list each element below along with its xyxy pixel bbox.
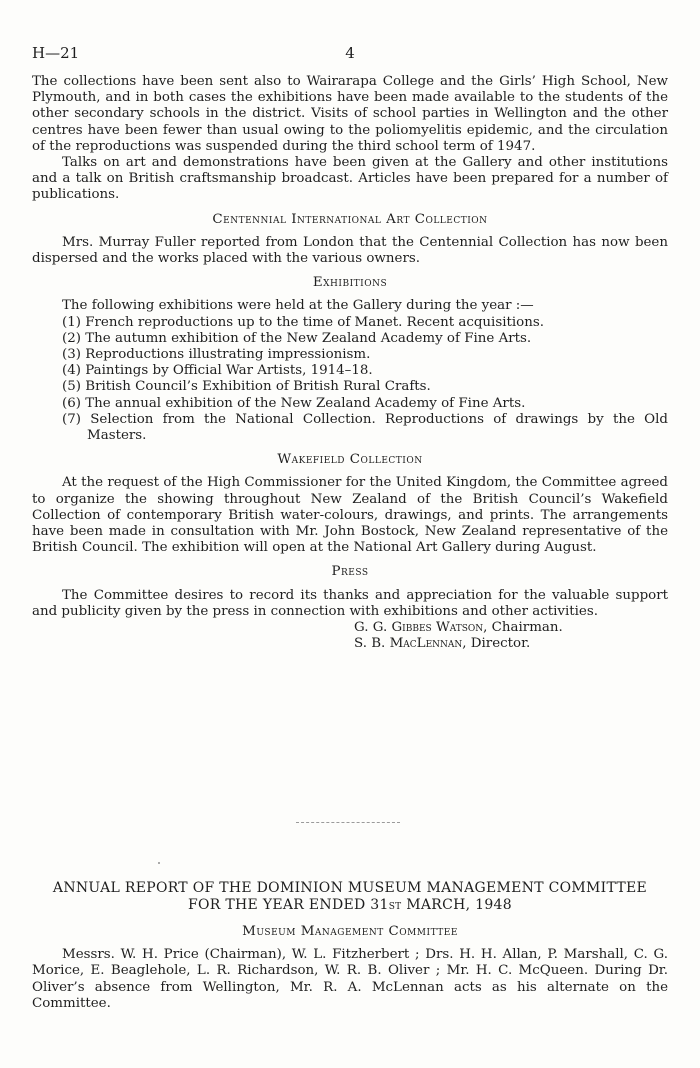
- list-item: (1) French reproductions up to the time of Manet. Recent acquisitions.: [62, 314, 544, 330]
- intro-paragraph: The collections have been sent also to Wairarapa College and the Girls’ High School, New Plymouth, and in both cases the exhibitions have been made available to the students of the other secondary schools in the district. Visits of school parties in Wellington and the other centres have been fewer than usual owing to the poliomyelitis epidemic, and the circulation of the reproductions was suspended during the third school term of 1947.: [32, 74, 668, 154]
- section-heading-museum-committee: Museum Management Committee: [242, 924, 458, 939]
- list-item: (6) The annual exhibition of the New Zealand Academy of Fine Arts.: [62, 395, 526, 411]
- print-speck: [158, 862, 160, 864]
- museum-report-section: [32, 880, 668, 1012]
- page-body: [32, 44, 668, 653]
- list-item: (3) Reproductions illustrating impressionism.: [62, 347, 371, 363]
- report-title: ANNUAL REPORT OF THE DOMINION MUSEUM MANAGEMENT COMMITTEE FOR THE YEAR ENDED 31ST MARCH, 1948: [52, 880, 648, 913]
- press-paragraph: The Committee desires to record its thanks and appreciation for the valuable support and publicity given by the press in connection with exhibitions and other activities.: [32, 587, 668, 619]
- committee-paragraph: Messrs. W. H. Price (Chairman), W. L. Fitzherbert ; Drs. H. H. Allan, P. Marshall, C. G. Morice, E. Beaglehole, L. R. Richardson, W. R. B. Oliver ; Mr. H. C. McQueen. During Dr. Oliver’s absence from Wellington, Mr. R. A. McLennan acts as his alternate on the Committee.: [32, 947, 668, 1011]
- section-heading-centennial: Centennial International Art Collection: [212, 211, 488, 227]
- page-number: 4: [345, 44, 355, 62]
- section-divider: [296, 822, 400, 823]
- exhibitions-intro: The following exhibitions were held at the Gallery during the year :—: [62, 298, 534, 314]
- list-item: (4) Paintings by Official War Artists, 1914–18.: [62, 363, 373, 379]
- page-header: [32, 44, 668, 74]
- wakefield-paragraph: At the request of the High Commissioner for the United Kingdom, the Committee agreed to organize the showing throughout New Zealand of the British Council’s Wakefield Collection of contemporary British water-colours, drawings, and prints. The arrangements have been made in consultation with Mr. John Bostock, New Zealand representative of the British Council. The exhibition will open at the National Art Gallery during August.: [32, 475, 668, 556]
- section-heading-exhibitions: Exhibitions: [312, 275, 388, 291]
- document-reference: H—21: [32, 44, 80, 62]
- signature-chairman: G. G. Gibbes Watson, Chairman.: [354, 620, 563, 636]
- talks-paragraph: Talks on art and demonstrations have been given at the Gallery and other institutions and a talk on British craftsmanship broadcast. Articles have been prepared for a number of publications.: [32, 155, 668, 203]
- list-item: (2) The autumn exhibition of the New Zealand Academy of Fine Arts.: [62, 330, 532, 346]
- exhibitions-list: [32, 315, 668, 445]
- section-heading-wakefield: Wakefield Collection: [277, 452, 423, 468]
- signature-director: S. B. MacLennan, Director.: [354, 636, 531, 652]
- centennial-paragraph: Mrs. Murray Fuller reported from London that the Centennial Collection has now been dispersed and the works placed with the various owners.: [32, 234, 668, 267]
- list-item: (5) British Council’s Exhibition of British Rural Crafts.: [62, 379, 431, 395]
- section-heading-press: Press: [331, 564, 369, 580]
- list-item: (7) Selection from the National Collection. Reproductions of drawings by the Old Masters.: [62, 411, 668, 444]
